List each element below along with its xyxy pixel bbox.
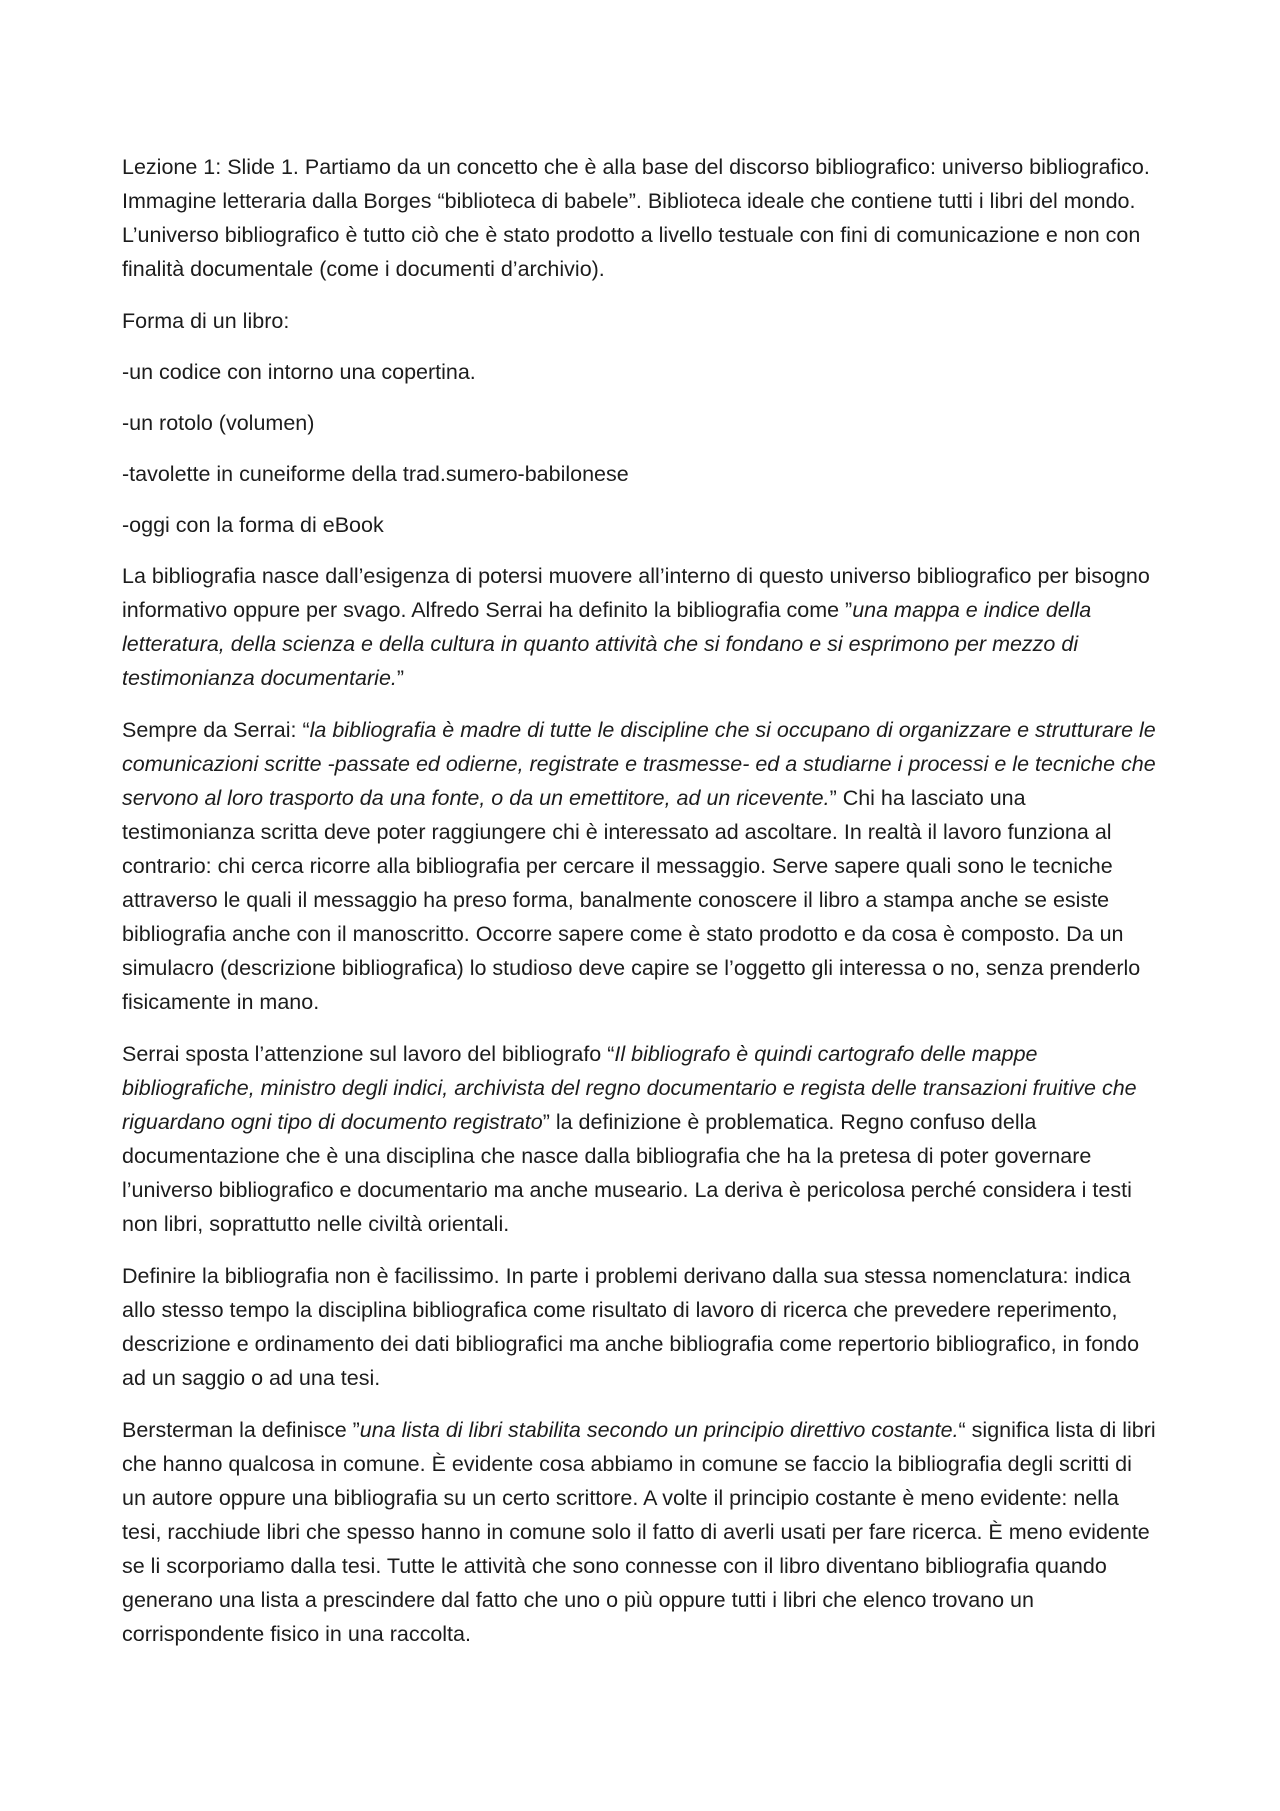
list-item [122, 355, 1160, 389]
text-segment: ” Chi ha lasciato una testimonianza scritta deve poter raggiungere chi è interessato ad ascoltare. In realtà il lavoro funziona al contrario: chi cerca ricorre alla bibliografia per cercare il messaggio. Serve sapere quali sono le tecniche attraverso le quali il messaggio ha preso forma, banalmente conoscere il libro a stampa anche se esiste bibliografia anche con il manoscritto. Occorre sapere come è stato prodotto e da cosa è composto. Da un simulacro (descrizione bibliografica) lo studioso deve capire se l’oggetto gli interessa o no, senza prenderlo fisicamente in mano. [122, 786, 1141, 1014]
text-segment: “ significa lista di libri che hanno qualcosa in comune. È evidente cosa abbiamo in comune se faccio la bibliografia degli scritti di un autore oppure una bibliografia su un certo scrittore. A volte il principio costante è meno evidente: nella tesi, racchiude libri che spesso hanno in comune solo il fatto di averli usati per fare ricerca. È meno evidente se li scorporiamo dalla tesi. Tutte le attività che sono connesse con il libro diventano bibliografia quando generano una lista a prescindere dal fatto che uno o più oppure tutti i libri che elenco trovano un corrispondente fisico in una raccolta. [122, 1418, 1156, 1646]
paragraph-serrai-mother-discipline [122, 713, 1160, 1019]
text-segment: Definire la bibliografia non è facilissimo. In parte i problemi derivano dalla sua stessa nomenclatura: indica allo stesso tempo la disciplina bibliografica come risultato di lavoro di ricerca che prevedere reperimento, descrizione e ordinamento dei dati bibliografici ma anche bibliografia come repertorio bibliografico, in fondo ad un saggio o ad una tesi. [122, 1264, 1140, 1390]
list-item [122, 457, 1160, 491]
italic-quote: una lista di libri stabilita secondo un principio direttivo costante. [359, 1418, 959, 1442]
paragraph-intro [122, 150, 1160, 286]
list-item-text: -un codice con intorno una copertina. [122, 360, 476, 384]
list-item-text: -un rotolo (volumen) [122, 411, 315, 435]
book-forms-heading-text: Forma di un libro: [122, 309, 290, 333]
text-segment: Sempre da Serrai: “ [122, 718, 310, 742]
text-segment: ” la definizione è problematica. Regno confuso della documentazione che è una disciplina che nasce dalla bibliografia che ha la pretesa di poter governare l’universo bibliografico e documentario ma anche museario. La deriva è pericolosa perché considera i testi non libri, soprattutto nelle civiltà orientali. [122, 1110, 1132, 1236]
paragraph-intro-text: Lezione 1: Slide 1. Partiamo da un concetto che è alla base del discorso bibliografico: universo bibliografico. Immagine letteraria dalla Borges “biblioteca di babele”. Biblioteca ideale che contiene tutti i libri del mondo. L’universo bibliografico è tutto ciò che è stato prodotto a livello testuale con fini di comunicazione e non con finalità documentale (come i documenti d’archivio). [122, 155, 1150, 281]
list-item-text: -oggi con la forma di eBook [122, 513, 384, 537]
text-segment: Serrai sposta l’attenzione sul lavoro del bibliografo “ [122, 1042, 615, 1066]
italic-quote: la bibliografia è madre di tutte le discipline che si occupano di organizzare e strutturare le comunicazioni scritte -passate ed odierne, registrate e trasmesse- ed a studiarne i processi e le tecniche che servono al loro trasporto da una fonte, o da un emettitore, ad un ricevente. [122, 718, 1156, 810]
text-segment: La bibliografia nasce dall’esigenza di potersi muovere all’interno di questo universo bibliografico per bisogno informativo oppure per svago. Alfredo Serrai ha definito la bibliografia come ” [122, 564, 1150, 622]
list-item [122, 508, 1160, 542]
paragraph-defining-bibliography [122, 1259, 1160, 1395]
list-item-text: -tavolette in cuneiforme della trad.sumero-babilonese [122, 462, 629, 486]
paragraph-book-forms-heading [122, 304, 1160, 338]
paragraph-bibliographer-role [122, 1037, 1160, 1241]
paragraph-bersterman-definition [122, 1413, 1160, 1651]
text-segment: Bersterman la definisce ” [122, 1418, 360, 1442]
italic-quote: una mappa e indice della letteratura, della scienza e della cultura in quanto attività che si fondano e si esprimono per mezzo di testimonianza documentarie. [122, 598, 1092, 690]
text-segment: ” [396, 666, 405, 690]
italic-quote: Il bibliografo è quindi cartografo delle mappe bibliografiche, ministro degli indici, archivista del regno documentario e regista delle transazioni fruitive che riguardano ogni tipo di documento registrato [122, 1042, 1137, 1134]
paragraph-serrai-definition [122, 559, 1160, 695]
list-item [122, 406, 1160, 440]
